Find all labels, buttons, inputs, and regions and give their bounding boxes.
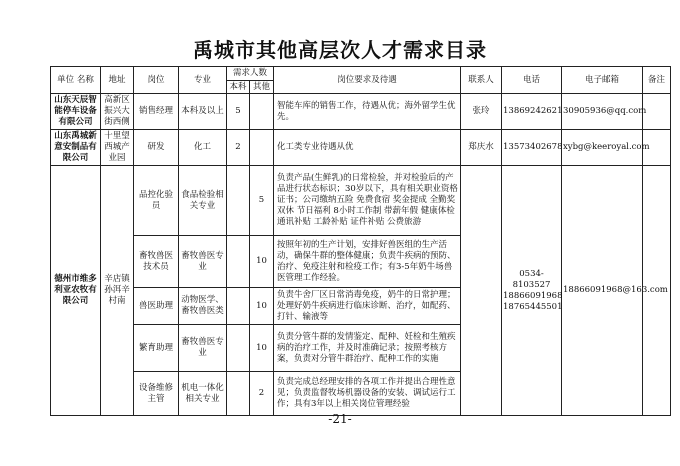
position-name: 兽医助理	[134, 288, 179, 325]
contact-name: 张玲	[461, 94, 502, 130]
header-demand: 需求人数	[227, 67, 274, 81]
count-undergrad	[227, 288, 250, 325]
header-address: 地址	[101, 67, 134, 94]
header-email: 电子邮箱	[562, 67, 643, 94]
header-company: 单位 名称	[51, 67, 101, 94]
header-requirements: 岗位要求及待遇	[274, 67, 461, 94]
company-address: 辛店镇孙洱辛村南	[101, 166, 134, 416]
header-major: 专业	[179, 67, 227, 94]
requirements-text: 智能车库的销售工作，待遇从优；海外留学生优先。	[274, 94, 461, 130]
contact-name: 郑庆水	[461, 130, 502, 166]
count-undergrad	[227, 166, 250, 236]
major-name: 畜牧兽医专业	[179, 236, 227, 288]
header-row	[51, 67, 671, 81]
major-name: 畜牧兽医专业	[179, 325, 227, 372]
company-address: 高新区振兴大街西侧	[101, 94, 134, 130]
count-undergrad	[227, 325, 250, 372]
requirements-text: 按照年初的生产计划，安排好兽医组的生产活动，确保牛群的整体健康；负责牛疾病的预防、治疗、免疫注射和检疫工作；有3-5年奶牛场兽医管理工作经验。	[274, 236, 461, 288]
header-remark: 备注	[643, 67, 671, 94]
company-name: 山东禹城新意安制品有限公司	[51, 130, 101, 166]
company-name: 山东天辰智能停车设备有限公司	[51, 94, 101, 130]
count-other	[250, 94, 274, 130]
phone-number: 13869242621	[502, 94, 562, 130]
count-other: 2	[250, 372, 274, 416]
header-contact: 联系人	[461, 67, 502, 94]
email-address: 18866091968@163.com	[562, 166, 643, 416]
position-name: 销售经理	[134, 94, 179, 130]
count-undergrad	[227, 372, 250, 416]
count-undergrad: 2	[227, 130, 250, 166]
major-name: 化工	[179, 130, 227, 166]
company-address: 十里望西城产业园	[101, 130, 134, 166]
company-name: 德州市维多利亚农牧有限公司	[51, 166, 101, 416]
table-row	[51, 166, 671, 236]
contact-name	[461, 166, 502, 416]
talent-demand-table	[50, 66, 671, 416]
remark-cell	[643, 94, 671, 130]
count-other: 10	[250, 236, 274, 288]
phone-number: 0534-8103527 18866091968 18765445501	[502, 166, 562, 416]
email-address: 30905936@qq.com	[562, 94, 643, 130]
header-phone: 电话	[502, 67, 562, 94]
page-number: -21-	[328, 412, 352, 426]
header-position: 岗位	[134, 67, 179, 94]
email-address: xybg@keeroyal.com	[562, 130, 643, 166]
phone-number: 13573402678	[502, 130, 562, 166]
count-undergrad: 5	[227, 94, 250, 130]
count-other	[250, 130, 274, 166]
count-other: 10	[250, 325, 274, 372]
table-row	[51, 130, 671, 166]
header-undergrad: 本科	[227, 81, 250, 94]
major-name: 机电一体化相关专业	[179, 372, 227, 416]
count-other: 5	[250, 166, 274, 236]
position-name: 品控化验员	[134, 166, 179, 236]
position-name: 畜牧兽医技术员	[134, 236, 179, 288]
header-other: 其他	[250, 81, 274, 94]
requirements-text: 负责分管牛群的发情鉴定、配种、妊检和生殖疾病的治疗工作，并及时准确记录；按照考核方案，负责对分管牛群治疗、配种工作的实施	[274, 325, 461, 372]
position-name: 繁育助理	[134, 325, 179, 372]
major-name: 食品检验相关专业	[179, 166, 227, 236]
table-row	[51, 94, 671, 130]
requirements-text: 负责牛舍厂区日常消毒免疫，奶牛的日常护理；处理好奶牛疾病进行临床诊断、治疗，如配药、打针、输液等	[274, 288, 461, 325]
requirements-text: 负责完成总经理安排的各项工作并提出合理性意见；负责监督牧场机器设备的安装、调试运行工作；具有3年以上相关岗位管理经验	[274, 372, 461, 416]
major-name: 本科及以上	[179, 94, 227, 130]
major-name: 动物医学、畜牧兽医类	[179, 288, 227, 325]
requirements-text: 化工类专业待遇从优	[274, 130, 461, 166]
count-undergrad	[227, 236, 250, 288]
requirements-text: 负责产品(生鲜乳)的日常检验，并对检验后的产品进行状态标识；30岁以下，具有相关职业资格证书；公司缴纳五险 免费食宿 奖金提成 全勤奖 双休 节日福利 8小时工作制 带薪年假 健康体检 通讯补贴 工龄补贴 证件补贴 公费旅游	[274, 166, 461, 236]
position-name: 研发	[134, 130, 179, 166]
count-other: 10	[250, 288, 274, 325]
page-title: 禹城市其他高层次人才需求目录	[193, 38, 487, 62]
position-name: 设备维修主管	[134, 372, 179, 416]
